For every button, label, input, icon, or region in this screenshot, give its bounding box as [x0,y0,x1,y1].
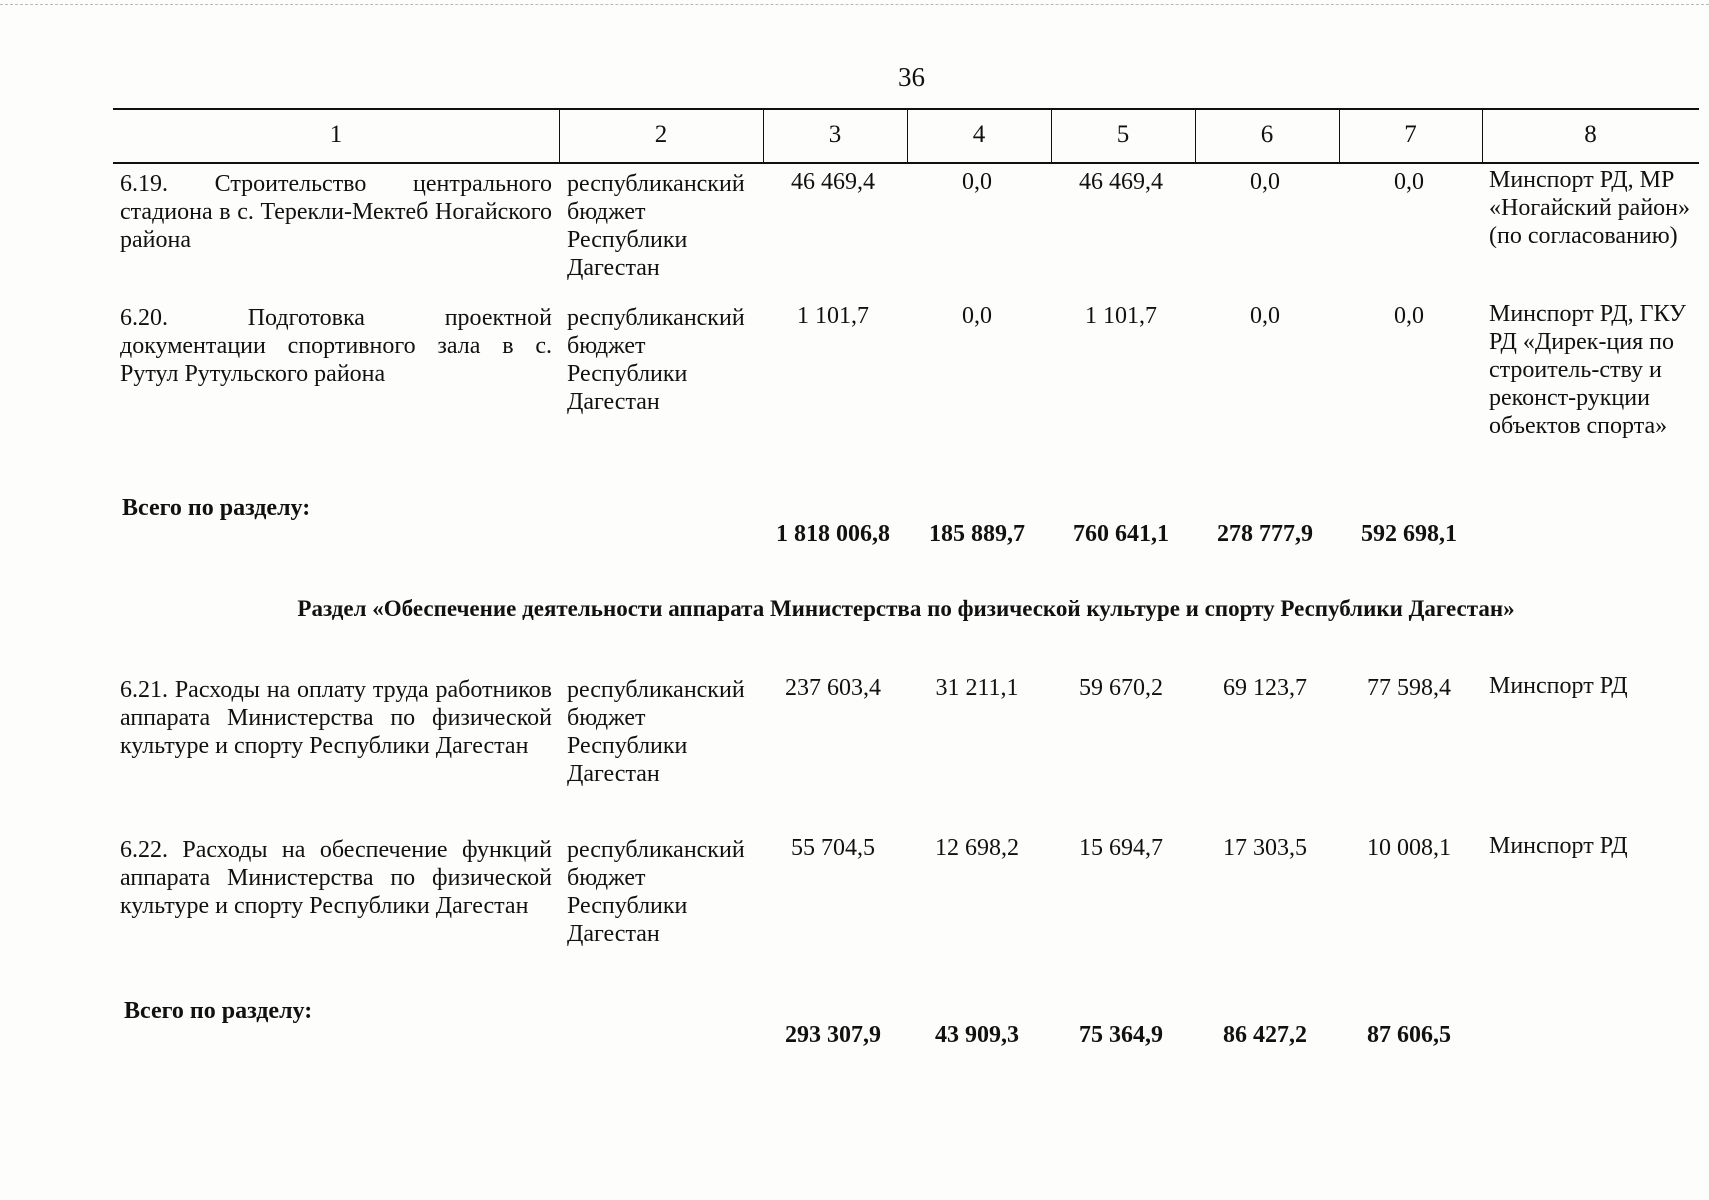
row-value-4: 31 211,1 [935,675,1019,701]
header-col-2: 2 [654,121,668,148]
row-responsible: Минспорт РД [1489,673,1628,699]
row-value-5: 15 694,7 [1079,835,1163,861]
page-number: 36 [898,62,925,92]
row-value-7: 77 598,4 [1367,675,1451,701]
total-value-5: 75 364,9 [1079,1022,1163,1048]
row-value-6: 0,0 [1250,303,1280,329]
row-value-7: 10 008,1 [1367,835,1451,861]
row-source: республиканский бюджет Республики Дагестан [567,677,745,787]
row-value-5: 1 101,7 [1085,303,1157,329]
total-value-5: 760 641,1 [1073,521,1169,547]
row-responsible: Минспорт РД, ГКУ РД «Дирек-ция по строитель-ству и реконст-рукции объектов спорта» [1489,301,1687,439]
row-value-3: 46 469,4 [791,169,875,195]
row-responsible: Минспорт РД, МР «Ногайский район» (по согласованию) [1489,167,1691,249]
row-description: 6.21. Расходы на оплату труда работников аппарата Министерства по физической культуре и спорту Республики Дагестан [120,677,552,759]
header-col-6: 6 [1260,121,1274,148]
total-label: Всего по разделу: [122,495,311,521]
scan-edge [0,4,1709,5]
header-col-5: 5 [1116,121,1130,148]
total-value-4: 43 909,3 [935,1022,1019,1048]
row-description: 6.22. Расходы на обеспечение функций аппарата Министерства по физической культуре и спорту Республики Дагестан [120,837,552,919]
total-value-3: 1 818 006,8 [776,521,890,547]
header-col-4: 4 [972,121,986,148]
total-value-4: 185 889,7 [929,521,1025,547]
row-value-5: 46 469,4 [1079,169,1163,195]
header-col-3: 3 [828,121,842,148]
total-value-6: 278 777,9 [1217,521,1313,547]
header-col-8: 8 [1584,121,1597,148]
row-value-4: 12 698,2 [935,835,1019,861]
row-value-4: 0,0 [962,303,992,329]
header-col-1: 1 [329,121,343,148]
table-header [113,108,1699,164]
row-value-7: 0,0 [1394,169,1424,195]
row-value-3: 237 603,4 [785,675,881,701]
row-value-6: 0,0 [1250,169,1280,195]
row-value-7: 0,0 [1394,303,1424,329]
row-value-6: 17 303,5 [1223,835,1307,861]
total-label: Всего по разделу: [124,998,313,1024]
section-title: Раздел «Обеспечение деятельности аппарата Министерства по физической культуре и спорту Республики Дагестан» [297,596,1515,621]
row-value-5: 59 670,2 [1079,675,1163,701]
header-col-7: 7 [1404,121,1417,148]
row-description: 6.20. Подготовка проектной документации спортивного зала в с. Рутул Рутульского района [120,305,552,387]
row-description: 6.19. Строительство центрального стадиона в с. Терекли-Мектеб Ногайского района [120,171,552,253]
row-value-4: 0,0 [962,169,992,195]
row-value-3: 1 101,7 [797,303,869,329]
row-source: республиканский бюджет Республики Дагестан [567,837,745,947]
total-value-6: 86 427,2 [1223,1022,1307,1048]
row-value-3: 55 704,5 [791,835,875,861]
total-value-7: 87 606,5 [1367,1022,1451,1048]
row-source: республиканский бюджет Республики Дагестан [567,305,745,415]
row-value-6: 69 123,7 [1223,675,1307,701]
row-source: республиканский бюджет Республики Дагестан [567,171,745,281]
total-value-3: 293 307,9 [785,1022,881,1048]
row-responsible: Минспорт РД [1489,833,1628,859]
total-value-7: 592 698,1 [1361,521,1457,547]
